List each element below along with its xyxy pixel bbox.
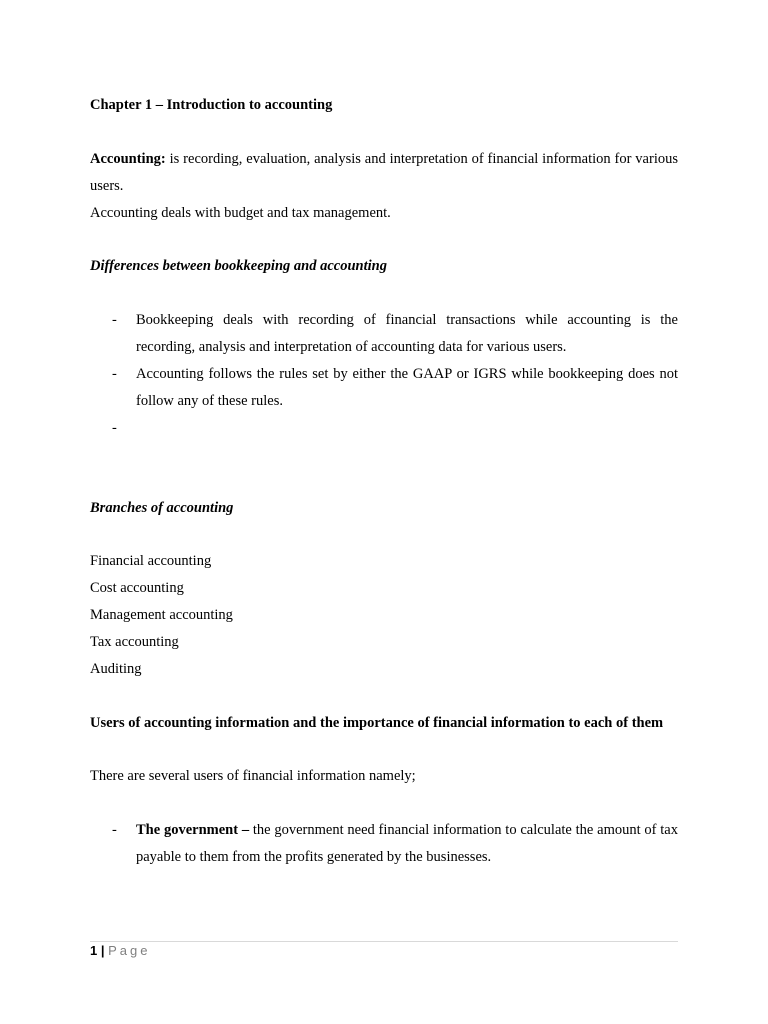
list-item: Financial accounting [90,553,212,569]
footer-separator: | [97,943,109,958]
page-footer [90,941,678,958]
page-content [90,92,678,871]
accounting-definition [90,146,678,200]
list-item [90,415,678,442]
branches-heading: Branches of accounting [90,499,234,516]
users-list [90,817,678,871]
differences-list [90,307,678,442]
list-item: Management accounting [90,607,233,623]
list-marker: - [112,311,117,328]
list-marker: - [112,821,117,838]
page-number: 1 [90,943,98,958]
user-text: the government need financial information to calculate the amount of tax payable to them from the profits generated by the businesses. [136,821,678,865]
list-item: - Bookkeeping deals with recording of financial transactions while accounting is the recording, analysis and interpretation of accounting data for various users. [90,307,678,361]
definition-extra: Accounting deals with budget and tax management. [90,204,391,221]
definition-term: Accounting: [90,150,166,167]
page-label: Page [108,943,151,958]
definition-text: is recording, evaluation, analysis and interpretation of financial information for various users. [90,150,678,194]
list-marker: - [112,365,117,382]
differences-heading: Differences between bookkeeping and accounting [90,258,387,274]
chapter-title: Chapter 1 – Introduction to accounting [90,97,333,113]
list-item: Cost accounting [90,580,184,596]
list-item [90,817,678,871]
users-heading: Users of accounting information and the importance of financial information to each of them [90,714,664,731]
branches-list [90,548,678,683]
list-item: - Accounting follows the rules set by either the GAAP or IGRS while bookkeeping does not follow any of these rules. [90,361,678,415]
users-intro: There are several users of financial information namely; [90,768,416,784]
list-item: Auditing [90,661,142,677]
list-marker: - [112,419,117,436]
user-term: The government – [136,821,250,838]
list-item: Tax accounting [90,634,179,650]
